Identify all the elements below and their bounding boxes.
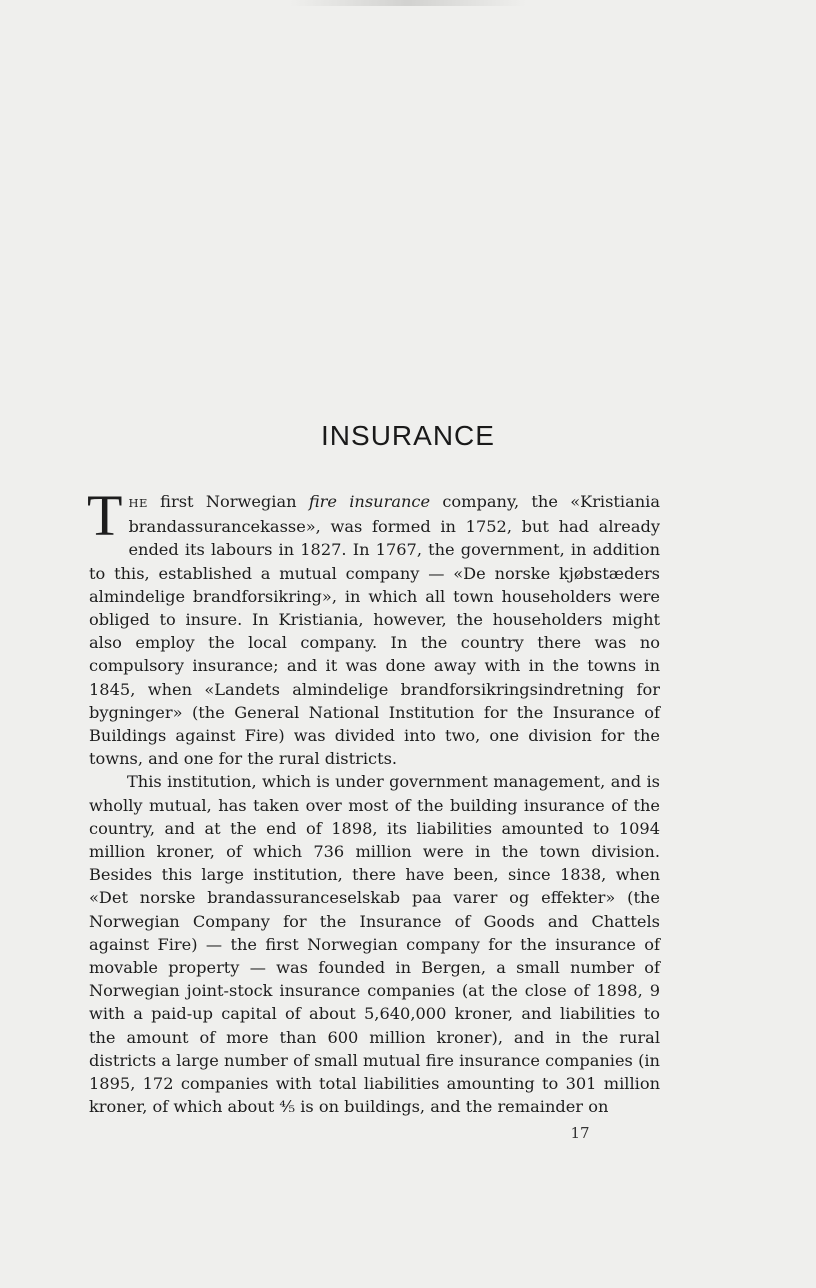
paragraph-1-italic: fire insurance (308, 492, 431, 511)
page-title: INSURANCE (321, 420, 495, 451)
paragraph-1-text-a: first Norwegian (147, 492, 309, 511)
scan-edge-mark (290, 0, 526, 6)
page-number: 17 (570, 1124, 590, 1142)
paragraph-1-text-b: company, the «Kristiania brandassurancekasse», was formed in 1752, but had already ended its labours in 1827. In 1767, the government, in addition to this, established a mutual company — «De norske kjøbstæders almindelige brandforsikring», in which all town householders were obliged to insure. In Kristiania, however, the householders might also employ the local company. In the country there was no compulsory insurance; and it was done away with in the towns in 1845, when «Landets almindelige brandforsikringsindretning for bygninger» (the General National Institution for the Insurance of Buildings against Fire) was divided into two, one division for the towns, and one for the rural districts. (89, 492, 661, 769)
drop-cap: T (87, 483, 123, 548)
paragraph-2: This institution, which is under government management, and is wholly mutual, has taken over most of the building insurance of the country, and at the end of 1898, its liabilities amounted to 1094 million kroner, of which 736 million were in the town division. Besides this large institution, there have been, since 1838, when «Det norske brandassuranceselskab paa varer og effekter» (the Norwegian Company for the Insurance of Goods and Chattels against Fire) — the first Norwegian company for the insurance of movable property — was founded in Bergen, a small number of Norwegian joint-stock insurance companies (at the close of 1898, 9 with a paid-up capital of about 5,640,000 kroner, and liabilities to the amount of more than 600 million kroner), and in the rural districts a large number of small mutual fire insurance companies (in 1895, 172 companies with total liabilities amounting to 301 million kroner, of which about ⅘ is on buildings, and the remainder on (89, 772, 660, 1117)
body-text (87, 483, 661, 1118)
small-caps-text: HE (128, 496, 148, 510)
paragraph-1 (87, 483, 661, 770)
